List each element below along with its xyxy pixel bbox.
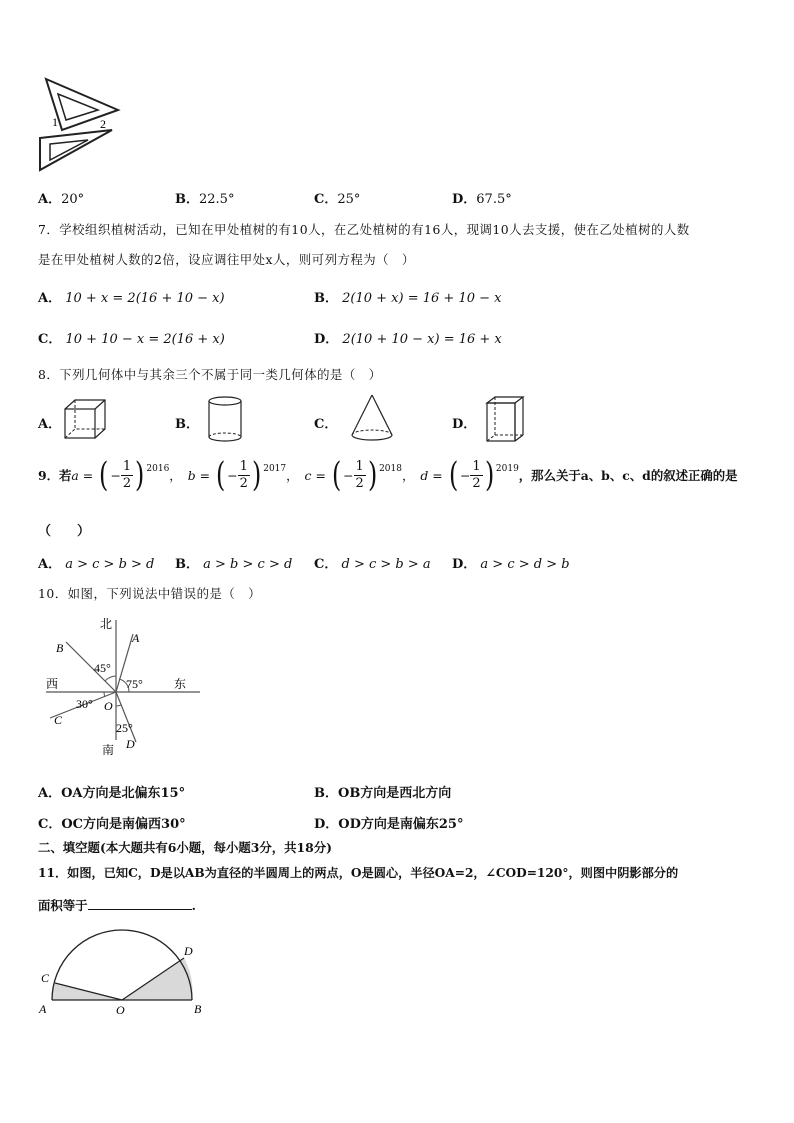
- east-label: 东: [174, 677, 187, 691]
- q6-option-a[interactable]: [38, 188, 84, 207]
- q7-option-a[interactable]: [38, 287, 225, 306]
- option-equation: 2(10 + x) = 16 + 10 − x: [342, 291, 502, 306]
- option-letter: A．: [38, 786, 62, 801]
- option-letter: D．: [314, 817, 339, 832]
- point-c-label: C: [41, 971, 50, 985]
- section-heading: 二、填空题(本大题共有6小题，每小题3分，共18分): [38, 840, 333, 855]
- power-b: b = ( − $\frac{1}{2}$ ) 2017: [187, 455, 287, 495]
- point-c-label: C: [54, 713, 63, 727]
- q8-option-b[interactable]: [175, 413, 199, 432]
- cube-icon: [62, 397, 108, 441]
- option-letter: C．: [314, 417, 338, 432]
- power-a: a = ( − $\frac{1}{2}$ ) 2016: [71, 455, 170, 495]
- q10-option-b[interactable]: [314, 782, 451, 801]
- option-text: OB方向是西北方向: [338, 786, 452, 801]
- option-letter: A．: [38, 192, 62, 207]
- q6-option-c[interactable]: [314, 188, 360, 207]
- option-text: OC方向是南偏西30°: [61, 817, 186, 832]
- option-text: OA方向是北偏东15°: [61, 786, 186, 801]
- q9-option-b[interactable]: [175, 553, 292, 572]
- q8-option-c[interactable]: [314, 413, 337, 432]
- option-letter: C．: [314, 192, 338, 207]
- option-letter: D．: [452, 417, 477, 432]
- point-o-label: O: [104, 699, 113, 713]
- option-equation: 10 + 10 − x = 2(16 + x): [65, 332, 225, 347]
- q7-option-c[interactable]: [38, 328, 225, 347]
- q11-suffix: .: [191, 898, 196, 913]
- angle-30-label: 30°: [76, 697, 93, 711]
- point-o-label: O: [116, 1003, 125, 1017]
- q7-stem-line1: 7．学校组织植树活动，已知在甲处植树的有10人，在乙处植树的有16人，现调10人去支援，使在乙处植树的人数: [38, 222, 690, 237]
- option-letter: A．: [38, 291, 62, 306]
- option-letter: D．: [452, 557, 477, 572]
- power-c: c = ( − $\frac{1}{2}$ ) 2018: [304, 455, 402, 495]
- option-letter: B．: [175, 557, 199, 572]
- angle-75-label: 75°: [126, 677, 143, 691]
- compass-direction-figure: [40, 614, 210, 764]
- option-text: 22.5°: [199, 192, 235, 207]
- option-text: OD方向是南偏东25°: [338, 817, 464, 832]
- q9-option-d[interactable]: [452, 553, 570, 572]
- q7-option-d[interactable]: [314, 328, 502, 347]
- option-letter: A．: [38, 557, 62, 572]
- q10-option-c[interactable]: [38, 813, 186, 832]
- option-letter: C．: [38, 817, 62, 832]
- option-text: 67.5°: [476, 192, 512, 207]
- q7-stem-line2: 是在甲处植树人数的2倍，设应调往甲处x人，则可列方程为（ ）: [38, 252, 415, 267]
- option-letter: D．: [314, 332, 339, 347]
- q9-suffix: ，那么关于a、b、c、d的叙述正确的是: [518, 468, 738, 483]
- option-text: 25°: [337, 192, 361, 207]
- option-letter: B．: [314, 291, 338, 306]
- label-2: 2: [100, 117, 106, 131]
- west-label: 西: [46, 677, 59, 691]
- answer-blank[interactable]: [88, 897, 192, 910]
- point-a-label: A: [39, 1002, 47, 1016]
- option-letter: B．: [175, 192, 199, 207]
- label-1: 1: [52, 115, 58, 129]
- set-square-figure: [36, 74, 126, 174]
- semicircle-figure: [36, 938, 216, 1018]
- option-letter: A．: [38, 417, 62, 432]
- q9-prefix: 9．若: [38, 468, 72, 483]
- q11-stem-line1: 11．如图，已知C，D是以AB为直径的半圆周上的两点，O是圆心，半径OA=2，∠COD=120°，则图中阴影部分的: [38, 866, 679, 880]
- point-b-label: B: [56, 641, 64, 655]
- angle-25-label: 25°: [116, 721, 133, 735]
- south-label: 南: [102, 743, 115, 757]
- q9-stem: 9．若 a = ( − $\frac{1}{2}$ ) 2016 ， b = ( − $\frac{1}{2}$ ) 2017 ， c = ( − $\frac{1}{2}$ ) 2018 ， d = ( − $\frac{1}{2}$ ) 2019 ，那么关于a、b、c、d的叙述正确的是: [38, 455, 738, 495]
- q9-option-a[interactable]: [38, 553, 154, 572]
- point-d-label: D: [184, 944, 193, 958]
- option-inequality: a > c > d > b: [480, 557, 570, 572]
- option-letter: C．: [314, 557, 338, 572]
- cone-icon: [350, 393, 394, 443]
- point-b-label: B: [194, 1002, 202, 1016]
- q10-option-a[interactable]: [38, 782, 185, 801]
- option-inequality: a > c > b > d: [65, 557, 155, 572]
- option-equation: 10 + x = 2(16 + 10 − x): [65, 291, 225, 306]
- q9-answer-paren: （ ）: [38, 524, 91, 539]
- power-d: d = ( − $\frac{1}{2}$ ) 2019: [420, 455, 519, 495]
- option-equation: 2(10 + 10 − x) = 16 + x: [342, 332, 502, 347]
- prism-icon: [485, 395, 527, 443]
- point-d-label: D: [126, 737, 135, 751]
- option-letter: B．: [175, 417, 199, 432]
- q6-option-b[interactable]: [175, 188, 234, 207]
- point-a-label: A: [132, 631, 140, 645]
- q8-option-d[interactable]: [452, 413, 476, 432]
- q8-stem: 8．下列几何体中与其余三个不属于同一类几何体的是（ ）: [38, 367, 382, 382]
- option-letter: D．: [452, 192, 477, 207]
- option-letter: B．: [314, 786, 338, 801]
- option-letter: C．: [38, 332, 62, 347]
- q8-option-a[interactable]: [38, 413, 61, 432]
- q11-stem-line2: [38, 896, 196, 914]
- q7-option-b[interactable]: [314, 287, 501, 306]
- q9-option-c[interactable]: [314, 553, 431, 572]
- option-inequality: a > b > c > d: [203, 557, 293, 572]
- cylinder-icon: [206, 395, 244, 443]
- q6-option-d[interactable]: [452, 188, 512, 207]
- q11-prefix: 面积等于: [38, 898, 88, 913]
- option-inequality: d > c > b > a: [341, 557, 431, 572]
- north-label: 北: [100, 617, 113, 631]
- angle-45-label: 45°: [94, 661, 111, 675]
- option-text: 20°: [61, 192, 85, 207]
- q10-option-d[interactable]: [314, 813, 463, 832]
- q10-stem: 10．如图，下列说法中错误的是（ ）: [38, 586, 262, 601]
